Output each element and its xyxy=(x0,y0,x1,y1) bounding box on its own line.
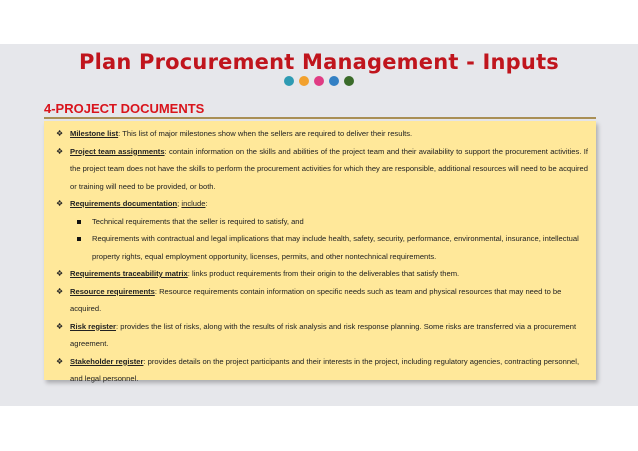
bullet-separator: : xyxy=(118,129,123,138)
bullet-tail: : xyxy=(205,199,208,208)
section-heading: 4-PROJECT DOCUMENTS xyxy=(44,101,205,116)
bullet-text: include xyxy=(181,199,206,208)
diamond-bullet-icon: ❖ xyxy=(56,286,64,296)
square-bullet-icon xyxy=(77,220,81,224)
bullet-label: Project team assignments xyxy=(70,146,165,156)
sub-item-text: Technical requirements that the seller is required to satisfy, and xyxy=(92,216,304,226)
heading-divider xyxy=(44,117,596,119)
bullet-label: Resource requirements xyxy=(70,286,155,296)
diamond-bullet-icon: ❖ xyxy=(56,269,64,278)
diamond-bullet-icon: ❖ xyxy=(56,321,64,331)
bullet-stakeholder-register xyxy=(56,353,588,388)
sub-item-text: Requirements with contractual and legal implications that may include health, safety, security, performance, environmental, insurance, intellectual property rights, equal employment opportunity, licenses, permits, and other nontechnical requirements. xyxy=(92,234,579,261)
green-dot xyxy=(344,76,354,86)
bullet-risk-register xyxy=(56,318,588,353)
content-box xyxy=(44,121,596,383)
orange-dot xyxy=(299,76,309,86)
bullet-label: Risk register xyxy=(70,321,117,331)
diamond-bullet-icon: ❖ xyxy=(56,356,64,366)
pink-dot xyxy=(314,76,324,86)
bullet-resource-requirements xyxy=(56,283,588,318)
bullet-label: Milestone list xyxy=(70,129,119,138)
square-bullet-icon xyxy=(77,237,81,241)
bullet-text: This list of major milestones show when the sellers are required to deliver their results. xyxy=(122,129,413,138)
sub-item-technical-requirements xyxy=(56,213,588,231)
bullet-text: Resource requirements contain information on specific needs such as team and physical resources that may need to be acquired. xyxy=(70,286,562,313)
bullet-text: contain information on the skills and abilities of the project team and their availability to support the procurement activities. If the project team does not have the skills to perform the procurement activities for which they are responsible, additional resources will need to be acquired or training will need to be provided, or both. xyxy=(70,146,588,191)
bullet-milestone-list xyxy=(56,125,588,143)
bullet-text: links product requirements from their origin to the deliverables that satisfy them. xyxy=(191,269,460,278)
bullet-separator: ; xyxy=(177,199,182,208)
bullet-text: provides details on the project participants and their interests in the project, including regulatory agencies, contracting personnel, and legal personnel. xyxy=(70,356,580,383)
bullet-label: Stakeholder register xyxy=(70,356,144,366)
bullet-project-team-assignments xyxy=(56,143,588,196)
bullet-separator: : xyxy=(116,321,121,331)
bullet-text: provides the list of risks, along with the results of risk analysis and risk response planning. Some risks are transferred via a procurement agreement. xyxy=(70,321,577,348)
diamond-bullet-icon: ❖ xyxy=(56,199,64,208)
sub-item-contractual-requirements xyxy=(56,230,588,265)
teal-dot xyxy=(284,76,294,86)
bullet-separator: : xyxy=(154,286,160,296)
bullet-requirements-traceability-matrix xyxy=(56,265,588,283)
bullet-separator: : xyxy=(143,356,148,366)
slide-title: Plan Procurement Management - Inputs xyxy=(78,50,560,74)
bullet-label: Requirements documentation xyxy=(70,199,178,208)
bullet-requirements-documentation xyxy=(56,195,588,213)
bullet-separator: : xyxy=(187,269,192,278)
decorative-dots xyxy=(0,76,638,86)
bullet-separator: : xyxy=(164,146,169,156)
diamond-bullet-icon: ❖ xyxy=(56,129,64,138)
bullet-label: Requirements traceability matrix xyxy=(70,269,188,278)
blue-dot xyxy=(329,76,339,86)
diamond-bullet-icon: ❖ xyxy=(56,146,64,156)
